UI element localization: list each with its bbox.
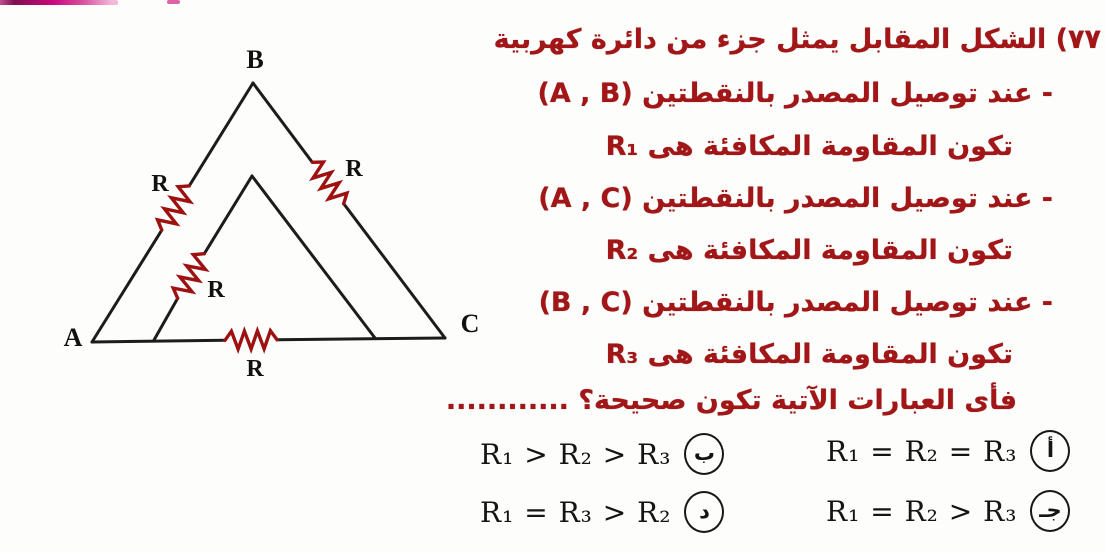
choice-alef [826, 430, 1070, 472]
choice-alef-expression: R₁ = R₂ = R₃ [826, 434, 1018, 468]
resistor-zigzag-inner [170, 249, 212, 303]
wire-ab-upper [189, 83, 253, 186]
wire-bc-upper [253, 83, 312, 162]
question-line-connect-bc: - عند توصيل المصدر بالنقطتين (B , C) [538, 287, 1053, 318]
choice-dal-circle[interactable]: د [684, 491, 724, 533]
choice-ba-circle[interactable]: ب [684, 433, 724, 475]
question-header: ٧٧) الشكل المقابل يمثل جزء من دائرة كهربية [493, 24, 1101, 55]
resistor-zigzag-bc [305, 157, 351, 209]
wire-inner-left-lower [154, 298, 178, 340]
question-line-r2: تكون المقاومة المكافئة هى R₂ [605, 235, 1013, 266]
question-line-r1: تكون المقاومة المكافئة هى R₁ [605, 131, 1013, 162]
choice-dal-expression: R₁ = R₃ > R₂ [480, 495, 672, 529]
wire-inner-left-upper [204, 176, 252, 254]
vertex-label-b: B [246, 45, 264, 74]
choice-jeem-expression: R₁ = R₂ > R₃ [826, 494, 1018, 528]
question-line-connect-ab: - عند توصيل المصدر بالنقطتين (A , B) [537, 78, 1053, 109]
choice-ba [480, 433, 724, 475]
vertex-label-a: A [63, 323, 83, 352]
wire-base-right [277, 338, 445, 340]
resistor-label-bc: R [345, 156, 363, 182]
wire-inner-right [252, 176, 375, 338]
resistor-label-ab: R [151, 171, 169, 197]
choice-jeem-circle[interactable]: جـ [1030, 490, 1070, 532]
question-line-connect-ac: - عند توصيل المصدر بالنقطتين (A , C) [538, 183, 1053, 214]
question-line-r3: تكون المقاومة المكافئة هى R₃ [605, 339, 1013, 370]
wire-base-left [92, 340, 225, 342]
circuit-diagram [0, 0, 520, 420]
choice-ba-expression: R₁ > R₂ > R₃ [480, 437, 672, 471]
choice-jeem [826, 490, 1070, 532]
wire-ab-lower [92, 230, 162, 342]
choice-alef-circle[interactable]: أ [1030, 430, 1070, 472]
choice-dal [480, 491, 724, 533]
question-line-prompt: فأى العبارات الآتية تكون صحيحة؟ ............ [445, 385, 1017, 416]
resistor-label-inner: R [207, 277, 225, 303]
resistor-zigzag-base [225, 331, 277, 350]
resistor-label-base: R [246, 356, 264, 382]
vertex-label-c: C [460, 309, 480, 338]
